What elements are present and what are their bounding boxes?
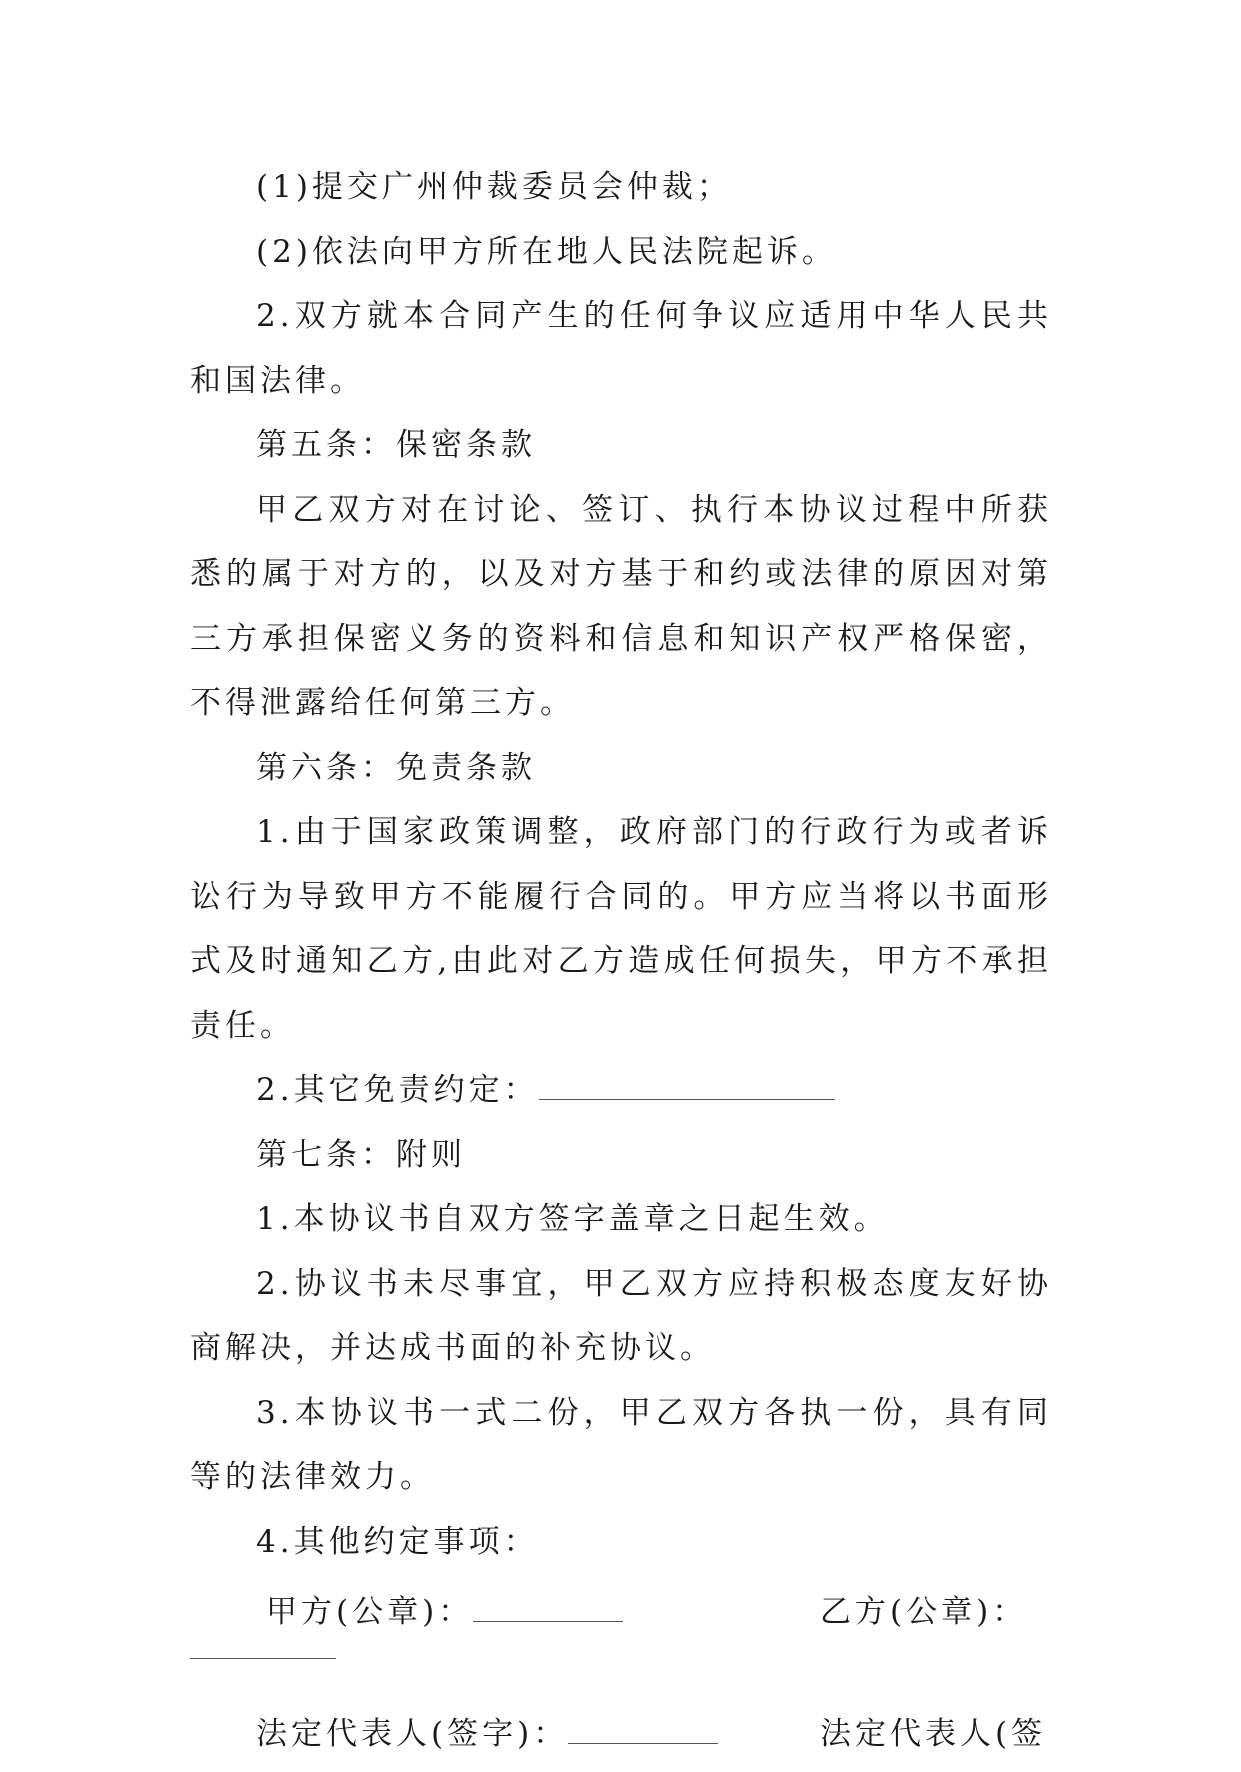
paragraph-matters-not-covered: 2.协议书未尽事宜，甲乙双方应持积极态度友好协商解决，并达成书面的补充协议。 [190,1265,1052,1366]
paragraph-exemption-1: 1.由于国家政策调整，政府部门的行政行为或者诉讼行为导致甲方不能履行合同的。甲方应当将以书面形式及时通知乙方,由此对乙方造成任何损失，甲方不承担责任。 [190,814,1052,1044]
party-a-rep-blank [568,1715,718,1744]
heading-article-6: 第六条：免责条款 [256,749,536,786]
document-page [190,155,1052,1772]
party-b-seal-blank [190,1658,336,1659]
paragraph-arbitration: (1)提交广州仲裁委员会仲裁； [256,169,732,205]
party-a-seal-label: 甲方(公章)： [266,1594,474,1630]
signature-row-seal [190,1574,1052,1638]
party-a-rep [256,1708,718,1753]
party-b-seal-label: 乙方(公章)： [820,1594,1028,1630]
paragraph-applicable-law: 2.双方就本合同产生的任何争议应适用中华人民共和国法律。 [190,298,1052,399]
party-b-seal-blank-row [190,1638,1052,1708]
paragraph-exemption-2 [190,1058,1052,1123]
signature-row-representative [190,1708,1052,1772]
party-a-seal [266,1586,623,1631]
party-b-rep-label: 法定代表人(签 [820,1716,1047,1752]
paragraph-other-matters: 4.其他约定事项： [256,1523,539,1560]
paragraph-effective: 1.本协议书自双方签字盖章之日起生效。 [256,1201,889,1237]
other-exemption-blank [539,1071,835,1100]
party-a-seal-blank [473,1593,623,1622]
party-a-rep-label: 法定代表人(签字)： [256,1716,569,1752]
paragraph-copies: 3.本协议书一式二份，甲乙双方各执一份，具有同等的法律效力。 [190,1394,1052,1495]
heading-article-7: 第七条：附则 [256,1136,466,1173]
paragraph-court: (2)依法向甲方所在地人民法院起诉。 [256,233,837,270]
heading-article-5: 第五条：保密条款 [256,427,536,463]
paragraph-confidentiality: 甲乙双方对在讨论、签订、执行本协议过程中所获悉的属于对方的，以及对方基于和约或法律的原因对第三方承担保密义务的资料和信息和知识产权严格保密，不得泄露给任何第三方。 [190,491,1052,721]
other-exemption-label: 2.其它免责约定： [256,1072,539,1108]
